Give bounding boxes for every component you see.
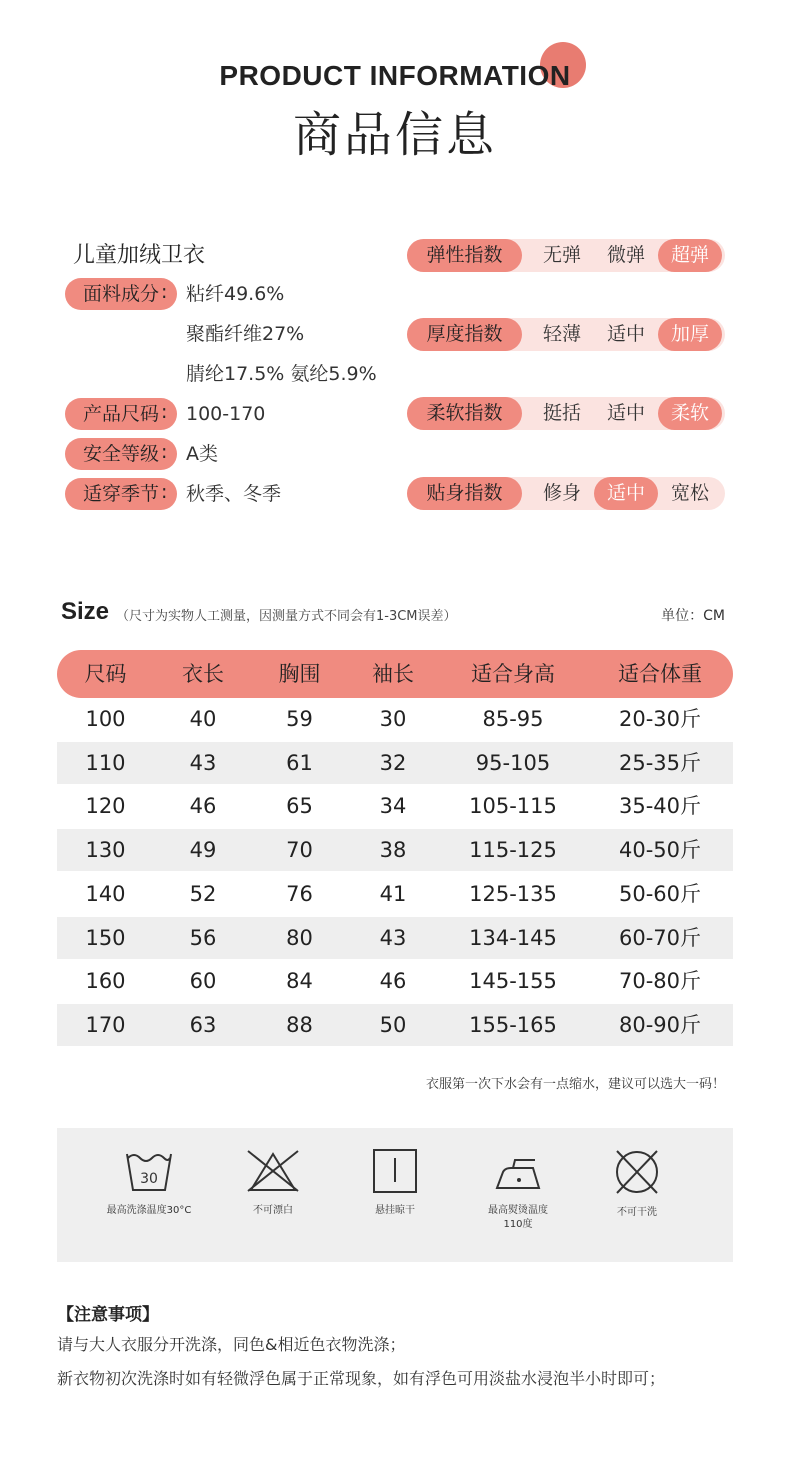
index-name: 贴身指数 (407, 477, 522, 510)
size-table-header (57, 650, 733, 698)
table-row (57, 960, 733, 1002)
fabric-value-1: 粘纤49.6% (186, 283, 285, 305)
table-cell: 63 (189, 1012, 217, 1037)
index-name: 厚度指数 (407, 318, 522, 351)
table-cell: 115-125 (469, 838, 557, 863)
header-cell: 袖长 (372, 662, 414, 686)
table-cell: 46 (379, 969, 407, 994)
index-option-selected: 加厚 (658, 318, 722, 351)
header-cell: 适合身高 (471, 662, 555, 686)
table-cell: 32 (379, 750, 407, 775)
notice-line: 请与大人衣服分开洗涤，同色&相近色衣物洗涤； (57, 1335, 406, 1354)
table-cell: 40 (189, 707, 217, 731)
table-cell: 70 (286, 838, 313, 863)
header-cell: 胸围 (278, 662, 321, 686)
field-colon: : (161, 281, 168, 303)
table-cell: 52 (189, 881, 217, 906)
table-row (57, 785, 733, 827)
table-cell: 50 (379, 1012, 407, 1037)
table-row (57, 873, 733, 915)
table-cell: 76 (286, 881, 313, 906)
care-label: 悬挂晾干 (375, 1205, 415, 1216)
table-cell: 46 (189, 794, 217, 819)
safety-value: A类 (186, 443, 218, 465)
table-row (57, 1004, 733, 1046)
table-cell: 80 (286, 925, 313, 950)
index-name: 柔软指数 (407, 397, 522, 430)
field-colon: : (161, 401, 168, 423)
table-cell: 150 (85, 925, 126, 950)
shrink-note: 衣服第一次下水会有一点缩水，建议可以选大一码！ (425, 1077, 725, 1092)
table-cell: 170 (85, 1012, 126, 1037)
table-cell: 34 (379, 794, 407, 819)
table-cell: 25-35斤 (618, 750, 702, 775)
notice-title: 【注意事项】 (57, 1305, 159, 1325)
table-cell: 110 (85, 750, 126, 775)
title-cn: 商品信息 (292, 107, 497, 163)
index-option: 轻薄 (542, 323, 581, 345)
table-cell: 35-40斤 (618, 794, 702, 819)
no-dry-clean-icon (612, 1148, 662, 1196)
field-label-fabric: 面料成分 (65, 278, 177, 310)
care-item-dry (340, 1148, 450, 1218)
table-cell: 160 (85, 969, 126, 994)
care-panel (57, 1128, 733, 1262)
header-cell: 衣长 (182, 662, 224, 686)
wash-30-icon (124, 1148, 174, 1194)
size-note: （尺寸为实物人工测量，因测量方式不同会有1-3CM误差） (116, 609, 457, 624)
index-row (407, 239, 725, 272)
table-cell: 43 (379, 925, 407, 950)
index-option: 无弹 (542, 244, 581, 266)
index-row (407, 318, 725, 351)
table-cell: 80-90斤 (618, 1012, 702, 1037)
notice-line: 新衣物初次洗涤时如有轻微浮色属于正常现象，如有浮色可用淡盐水浸泡半小时即可； (57, 1369, 666, 1388)
index-option: 微弹 (606, 244, 645, 266)
index-row (407, 397, 725, 430)
table-cell: 70-80斤 (618, 969, 702, 994)
care-label: 最高洗涤温度30°C (106, 1205, 192, 1216)
table-cell: 84 (286, 969, 313, 994)
table-row (57, 698, 733, 740)
table-cell: 130 (85, 838, 126, 863)
table-cell: 140 (85, 881, 126, 906)
table-cell: 43 (189, 750, 217, 775)
no-bleach-icon (245, 1148, 301, 1194)
table-cell: 85-95 (482, 707, 544, 731)
care-item-iron (463, 1148, 573, 1232)
table-cell: 100 (85, 707, 126, 731)
table-row (57, 742, 733, 784)
table-cell: 30 (379, 707, 407, 731)
field-colon: : (161, 481, 168, 503)
index-option: 适中 (606, 402, 645, 424)
hang-dry-icon (372, 1148, 418, 1194)
index-option: 修身 (542, 482, 581, 504)
care-item-wash (94, 1148, 204, 1218)
iron-icon (493, 1148, 543, 1194)
index-option: 宽松 (670, 482, 709, 504)
size-range-value: 100-170 (186, 403, 266, 425)
table-cell: 155-165 (469, 1012, 557, 1037)
table-row (57, 829, 733, 871)
fabric-value-3: 腈纶17.5% 氨纶5.9% (186, 363, 377, 385)
header-cell: 尺码 (84, 662, 127, 686)
table-cell: 59 (286, 707, 313, 731)
index-option: 挺括 (542, 402, 581, 424)
size-title: Size (61, 598, 110, 625)
table-cell: 60-70斤 (618, 925, 702, 950)
table-cell: 50-60斤 (618, 881, 702, 906)
table-cell: 125-135 (469, 881, 557, 906)
table-cell: 38 (379, 838, 407, 863)
table-cell: 134-145 (469, 925, 557, 950)
index-option: 适中 (606, 323, 645, 345)
table-cell: 41 (379, 881, 407, 906)
field-colon: : (161, 441, 168, 463)
table-cell: 56 (189, 925, 217, 950)
table-cell: 61 (286, 750, 313, 775)
field-label-safety: 安全等级 (65, 438, 177, 470)
table-cell: 105-115 (469, 794, 557, 819)
index-option-selected: 适中 (594, 477, 658, 510)
table-cell: 65 (286, 794, 313, 819)
table-cell: 95-105 (475, 750, 551, 775)
index-option-selected: 柔软 (658, 397, 722, 430)
care-item-bleach (218, 1148, 328, 1218)
index-option-selected: 超弹 (658, 239, 722, 272)
table-cell: 60 (189, 969, 217, 994)
table-cell: 88 (286, 1012, 313, 1037)
care-label: 最高熨烫温度 110度 (488, 1205, 548, 1230)
title-en: PRODUCT INFORMATION (219, 60, 571, 91)
table-cell: 20-30斤 (618, 707, 702, 731)
index-name: 弹性指数 (407, 239, 522, 272)
table-row (57, 917, 733, 959)
header-cell: 适合体重 (618, 662, 702, 686)
fabric-value-2: 聚酯纤维27% (186, 323, 305, 345)
size-unit: 单位：CM (661, 608, 725, 624)
care-label: 不可漂白 (253, 1205, 293, 1216)
table-cell: 49 (189, 838, 217, 863)
product-name: 儿童加绒卫衣 (73, 243, 206, 268)
table-cell: 40-50斤 (618, 838, 702, 863)
field-label-season: 适穿季节 (65, 478, 177, 510)
care-item-dryclean (582, 1148, 692, 1220)
field-label-size: 产品尺码 (65, 398, 177, 430)
index-row (407, 477, 725, 510)
svg-text:30: 30 (140, 1171, 158, 1187)
table-cell: 120 (85, 794, 126, 819)
season-value: 秋季、冬季 (186, 483, 282, 505)
care-label: 不可干洗 (617, 1207, 657, 1218)
table-cell: 145-155 (469, 969, 557, 994)
